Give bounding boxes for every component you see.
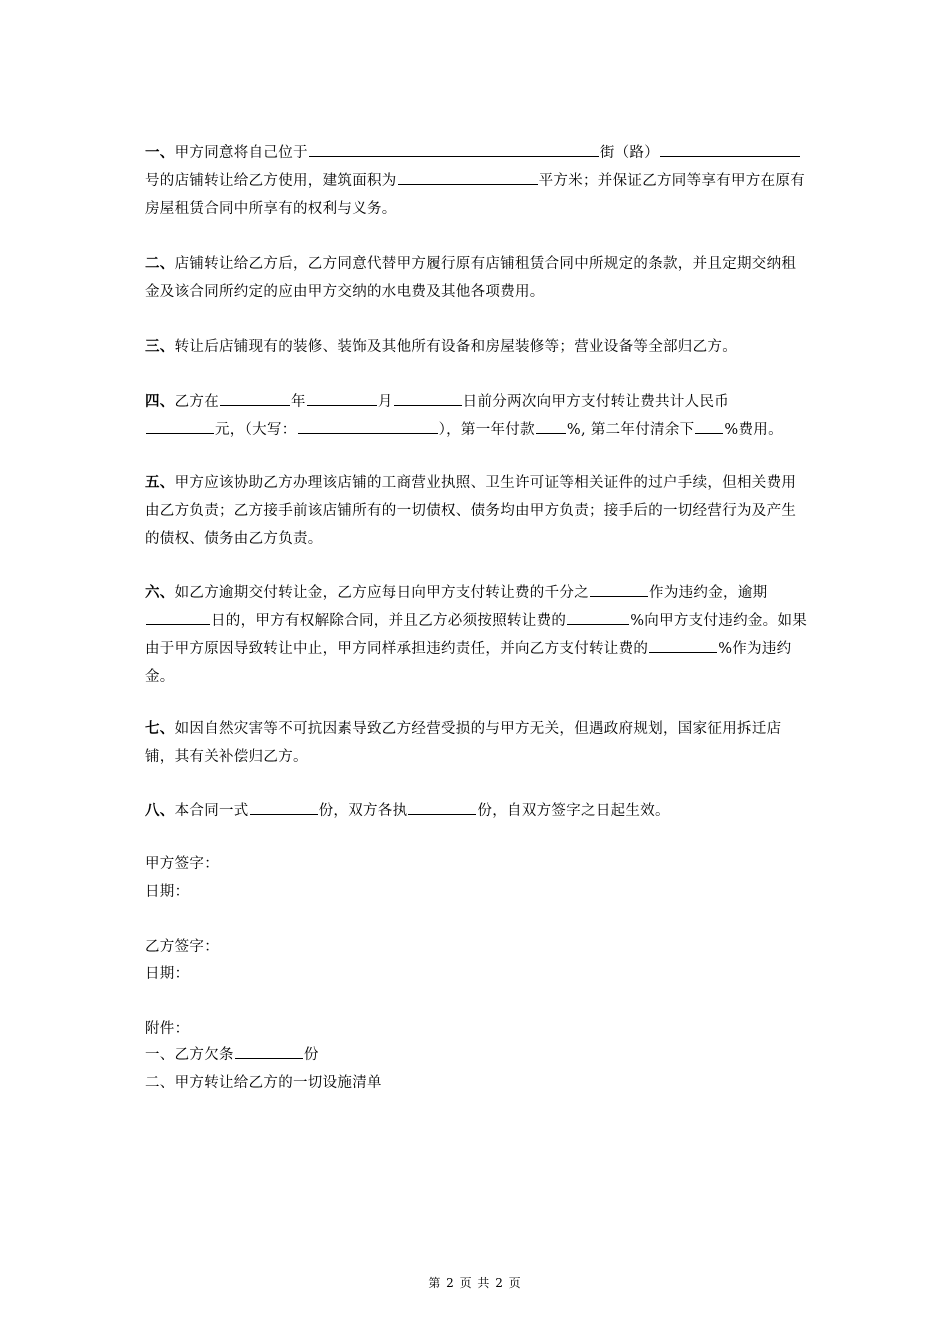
clause-3-number: 三、 <box>145 338 175 355</box>
clause-2-number: 二、 <box>145 255 175 272</box>
party-b-signature-label: 乙方签字： <box>145 939 219 955</box>
remaining-percent-blank[interactable] <box>695 417 723 434</box>
attachment-item-2: 二、甲方转让给乙方的一切设施清单 <box>145 1075 382 1091</box>
payment-year-blank[interactable] <box>220 389 290 406</box>
party-b-date-label: 日期： <box>145 966 190 982</box>
clause-4: 四、乙方在 年 月 日前分两次向甲方支付转让费共计人民币 元，（大写： ），第一年付款 %, 第二年付清余下 %费用。 <box>145 388 810 444</box>
clause-8: 八、本合同一式 份，双方各执 份，自双方签字之日起生效。 <box>145 797 810 825</box>
payment-day-blank[interactable] <box>394 389 462 406</box>
clause-6: 六、如乙方逾期交付转让金，乙方应每日向甲方支付转让费的千分之 作为违约金，逾期日的，甲方有权解除合同，并且乙方必须按照转让费的 %向甲方支付违约金。如果由于甲方原因导致转让中止，甲方同样承担违约责任，并向乙方支付转让费的 %作为违约金。 <box>145 579 810 691</box>
daily-penalty-rate-blank[interactable] <box>590 580 648 597</box>
payment-month-blank[interactable] <box>307 389 377 406</box>
clause-3: 三、转让后店铺现有的装修、装饰及其他所有设备和房屋装修等；营业设备等全部归乙方。 <box>145 338 738 355</box>
party-a-penalty-percent-blank[interactable] <box>649 636 717 653</box>
attachments-heading: 附件： <box>145 1021 190 1037</box>
overdue-days-blank[interactable] <box>146 608 210 625</box>
party-a-date-label: 日期： <box>145 884 190 900</box>
clause-1-number: 一、 <box>145 144 175 161</box>
clause-7-number: 七、 <box>145 720 175 737</box>
clause-8-number: 八、 <box>145 802 175 819</box>
copies-each-blank[interactable] <box>408 798 476 815</box>
clause-5: 五、甲方应该协助乙方办理该店铺的工商营业执照、卫生许可证等相关证件的过户手续，但相关费用由乙方负责；乙方接手前该店铺所有的一切债权、债务均由甲方负责；接手后的一切经营行为及产生的债权、债务由乙方负责。 <box>145 474 797 547</box>
street-number-blank[interactable] <box>660 140 800 157</box>
first-year-percent-blank[interactable] <box>536 417 566 434</box>
copies-total-blank[interactable] <box>250 798 318 815</box>
clause-4-number: 四、 <box>145 393 175 410</box>
iou-copies-blank[interactable] <box>235 1042 303 1059</box>
party-b-penalty-percent-blank[interactable] <box>567 608 629 625</box>
attachment-item-1: 一、乙方欠条 份 <box>145 1042 319 1068</box>
clause-7: 七、如因自然灾害等不可抗因素导致乙方经营受损的与甲方无关，但遇政府规划，国家征用拆迁店铺，其有关补偿归乙方。 <box>145 720 782 765</box>
transfer-fee-amount-blank[interactable] <box>146 417 214 434</box>
page-number-footer: 第 2 页 共 2 页 <box>428 1276 522 1290</box>
street-location-blank[interactable] <box>309 140 599 157</box>
clause-2: 二、店铺转让给乙方后，乙方同意代替甲方履行原有店铺租赁合同中所规定的条款，并且定期交纳租金及该合同所约定的应由甲方交纳的水电费及其他各项费用。 <box>145 255 797 300</box>
clause-6-number: 六、 <box>145 584 175 601</box>
clause-5-number: 五、 <box>145 474 175 491</box>
floor-area-blank[interactable] <box>398 168 538 185</box>
party-a-signature-label: 甲方签字： <box>145 856 219 872</box>
clause-1: 一、甲方同意将自己位于 街（路）号的店铺转让给乙方使用，建筑面积为 平方米；并保证乙方同等享有甲方在原有房屋租赁合同中所享有的权利与义务。 <box>145 139 810 223</box>
transfer-fee-words-blank[interactable] <box>298 417 438 434</box>
